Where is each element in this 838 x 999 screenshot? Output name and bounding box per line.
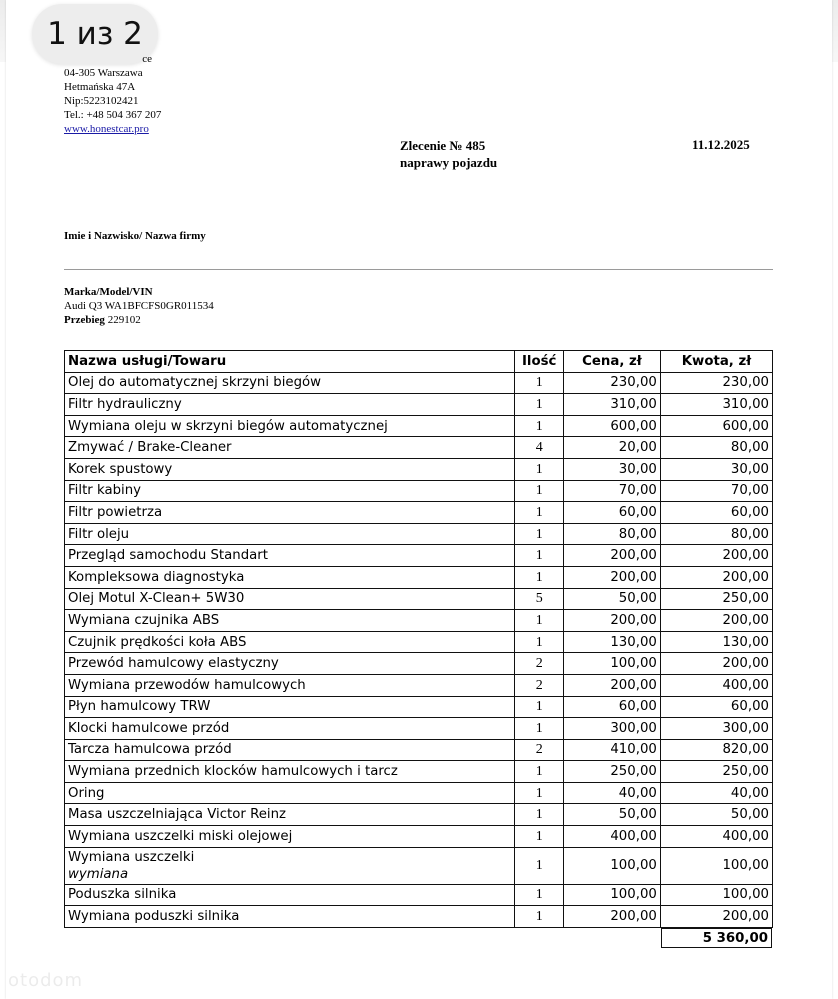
row-total: 200,00 bbox=[660, 545, 772, 567]
watermark: otodom bbox=[8, 970, 84, 991]
row-name bbox=[65, 394, 515, 416]
row-total: 100,00 bbox=[660, 847, 772, 884]
row-qty: 1 bbox=[515, 884, 563, 906]
row-name-text: Przegląd samochodu Standart bbox=[68, 548, 268, 564]
row-name bbox=[65, 545, 515, 567]
row-name bbox=[65, 696, 515, 718]
row-price: 20,00 bbox=[563, 437, 660, 459]
row-name bbox=[65, 437, 515, 459]
row-name bbox=[65, 415, 515, 437]
order-subtitle: naprawy pojazdu bbox=[400, 155, 498, 170]
row-price: 310,00 bbox=[563, 394, 660, 416]
row-name-text: Wymiana przednich klocków hamulcowych i tarcz bbox=[68, 764, 398, 780]
company-phone: Tel.: +48 504 367 207 bbox=[64, 109, 162, 121]
row-name-text: Klocki hamulcowe przód bbox=[68, 720, 230, 736]
row-qty: 1 bbox=[515, 610, 563, 632]
row-price: 410,00 bbox=[563, 739, 660, 761]
row-qty: 1 bbox=[515, 394, 563, 416]
row-total: 200,00 bbox=[660, 653, 772, 675]
row-name bbox=[65, 804, 515, 826]
row-name-text: Filtr powietrza bbox=[68, 504, 163, 520]
row-total: 80,00 bbox=[660, 437, 772, 459]
row-name bbox=[65, 826, 515, 848]
row-name-subtext: wymiana bbox=[68, 866, 129, 882]
table-row bbox=[65, 674, 773, 696]
row-price: 30,00 bbox=[563, 458, 660, 480]
row-name bbox=[65, 884, 515, 906]
row-name bbox=[65, 631, 515, 653]
row-qty: 1 bbox=[515, 631, 563, 653]
row-price: 200,00 bbox=[563, 674, 660, 696]
row-total: 250,00 bbox=[660, 761, 772, 783]
row-total: 130,00 bbox=[660, 631, 772, 653]
table-row bbox=[65, 610, 773, 632]
row-name bbox=[65, 906, 515, 928]
row-qty: 1 bbox=[515, 480, 563, 502]
row-qty: 1 bbox=[515, 372, 563, 394]
row-qty: 1 bbox=[515, 458, 563, 480]
row-price: 100,00 bbox=[563, 884, 660, 906]
row-price: 230,00 bbox=[563, 372, 660, 394]
row-total: 40,00 bbox=[660, 782, 772, 804]
row-name-text: Korek spustowy bbox=[68, 461, 173, 477]
company-partial-line: ce bbox=[142, 53, 152, 65]
row-price: 70,00 bbox=[563, 480, 660, 502]
divider bbox=[64, 269, 773, 270]
row-total: 230,00 bbox=[660, 372, 772, 394]
row-price: 80,00 bbox=[563, 523, 660, 545]
row-price: 600,00 bbox=[563, 415, 660, 437]
table-row bbox=[65, 480, 773, 502]
row-price: 200,00 bbox=[563, 566, 660, 588]
row-total: 310,00 bbox=[660, 394, 772, 416]
row-name-text: Filtr hydrauliczny bbox=[68, 396, 182, 412]
header-name: Nazwa usługi/Towaru bbox=[65, 351, 515, 373]
table-row bbox=[65, 739, 773, 761]
row-qty: 1 bbox=[515, 696, 563, 718]
row-name-text: Wymiana uszczelki miski olejowej bbox=[68, 828, 293, 844]
order-number: Zlecenie № 485 bbox=[400, 138, 486, 153]
table-row bbox=[65, 653, 773, 675]
row-price: 60,00 bbox=[563, 696, 660, 718]
row-name bbox=[65, 718, 515, 740]
row-price: 100,00 bbox=[563, 653, 660, 675]
company-address-line1: 04-305 Warszawa bbox=[64, 67, 143, 79]
row-price: 130,00 bbox=[563, 631, 660, 653]
row-price: 200,00 bbox=[563, 906, 660, 928]
row-total: 200,00 bbox=[660, 610, 772, 632]
row-total: 600,00 bbox=[660, 415, 772, 437]
row-name-text: Filtr oleju bbox=[68, 526, 130, 542]
company-website-link[interactable]: www.honestcar.pro bbox=[64, 123, 149, 135]
row-name-text: Kompleksowa diagnostyka bbox=[68, 569, 245, 585]
table-row bbox=[65, 826, 773, 848]
row-qty: 1 bbox=[515, 804, 563, 826]
row-price: 250,00 bbox=[563, 761, 660, 783]
row-price: 50,00 bbox=[563, 588, 660, 610]
row-price: 400,00 bbox=[563, 826, 660, 848]
row-name-text: Przewód hamulcowy elastyczny bbox=[68, 656, 279, 672]
company-info bbox=[64, 52, 161, 136]
row-price: 200,00 bbox=[563, 610, 660, 632]
row-name bbox=[65, 502, 515, 524]
table-row bbox=[65, 437, 773, 459]
table-row bbox=[65, 718, 773, 740]
row-price: 40,00 bbox=[563, 782, 660, 804]
row-name-text: Poduszka silnika bbox=[68, 887, 177, 903]
vehicle-label: Marka/Model/VIN bbox=[64, 286, 153, 298]
items-table bbox=[64, 350, 773, 928]
mileage-value: 229102 bbox=[107, 314, 141, 326]
table-row bbox=[65, 588, 773, 610]
table-row bbox=[65, 847, 773, 884]
row-total: 30,00 bbox=[660, 458, 772, 480]
row-name bbox=[65, 480, 515, 502]
row-price: 60,00 bbox=[563, 502, 660, 524]
row-qty: 1 bbox=[515, 718, 563, 740]
row-name-text: Wymiana oleju w skrzyni biegów automatycznej bbox=[68, 418, 388, 434]
row-total: 400,00 bbox=[660, 826, 772, 848]
row-qty: 1 bbox=[515, 761, 563, 783]
row-name bbox=[65, 458, 515, 480]
header-qty: Ilość bbox=[515, 351, 563, 373]
row-total: 200,00 bbox=[660, 566, 772, 588]
row-qty: 2 bbox=[515, 739, 563, 761]
row-name bbox=[65, 739, 515, 761]
client-label: Imie i Nazwisko/ Nazwa firmy bbox=[64, 230, 206, 242]
row-name-text: Wymiana czujnika ABS bbox=[68, 612, 220, 628]
row-total: 400,00 bbox=[660, 674, 772, 696]
row-price: 200,00 bbox=[563, 545, 660, 567]
vehicle-model-vin: Audi Q3 WA1BFCFS0GR011534 bbox=[64, 300, 214, 312]
table-row bbox=[65, 631, 773, 653]
vehicle-info bbox=[64, 285, 214, 327]
row-qty: 1 bbox=[515, 906, 563, 928]
row-total: 820,00 bbox=[660, 739, 772, 761]
row-name bbox=[65, 782, 515, 804]
row-price: 50,00 bbox=[563, 804, 660, 826]
row-total: 60,00 bbox=[660, 696, 772, 718]
row-name-text: Oring bbox=[68, 785, 105, 801]
mileage-label: Przebieg bbox=[64, 314, 105, 326]
row-total: 60,00 bbox=[660, 502, 772, 524]
row-qty: 1 bbox=[515, 782, 563, 804]
table-header-row bbox=[65, 351, 773, 373]
header-total: Kwota, zł bbox=[660, 351, 772, 373]
row-qty: 2 bbox=[515, 674, 563, 696]
row-name bbox=[65, 610, 515, 632]
table-row bbox=[65, 804, 773, 826]
row-qty: 1 bbox=[515, 415, 563, 437]
grand-total: 5 360,00 bbox=[661, 928, 772, 948]
table-row bbox=[65, 545, 773, 567]
order-header bbox=[400, 137, 497, 171]
table-row bbox=[65, 372, 773, 394]
row-price: 100,00 bbox=[563, 847, 660, 884]
row-qty: 1 bbox=[515, 502, 563, 524]
row-name-text: Filtr kabiny bbox=[68, 483, 142, 499]
table-row bbox=[65, 523, 773, 545]
table-row bbox=[65, 696, 773, 718]
row-name-text: Wymiana uszczelki bbox=[68, 849, 195, 865]
row-name-text: Masa uszczelniająca Victor Reinz bbox=[68, 807, 286, 823]
row-name-text: Olej do automatycznej skrzyni biegów bbox=[68, 375, 322, 391]
company-nip: Nip:5223102421 bbox=[64, 95, 139, 107]
table-row bbox=[65, 884, 773, 906]
row-name bbox=[65, 653, 515, 675]
table-row bbox=[65, 502, 773, 524]
row-price: 300,00 bbox=[563, 718, 660, 740]
row-name bbox=[65, 761, 515, 783]
row-name bbox=[65, 674, 515, 696]
table-row bbox=[65, 458, 773, 480]
row-name bbox=[65, 523, 515, 545]
row-qty: 2 bbox=[515, 653, 563, 675]
table-row bbox=[65, 782, 773, 804]
row-qty: 1 bbox=[515, 523, 563, 545]
row-total: 50,00 bbox=[660, 804, 772, 826]
table-row bbox=[65, 906, 773, 928]
page-indicator[interactable]: 1 из 2 bbox=[32, 4, 158, 64]
order-date: 11.12.2025 bbox=[692, 137, 750, 152]
row-qty: 4 bbox=[515, 437, 563, 459]
row-name bbox=[65, 372, 515, 394]
header-price: Cena, zł bbox=[563, 351, 660, 373]
table-row bbox=[65, 394, 773, 416]
row-total: 300,00 bbox=[660, 718, 772, 740]
row-name bbox=[65, 588, 515, 610]
row-name-text: Zmywać / Brake-Cleaner bbox=[68, 440, 232, 456]
row-qty: 1 bbox=[515, 545, 563, 567]
row-qty: 1 bbox=[515, 847, 563, 884]
row-name-text: Wymiana poduszki silnika bbox=[68, 909, 240, 925]
row-total: 100,00 bbox=[660, 884, 772, 906]
table-row bbox=[65, 415, 773, 437]
company-address-line2: Hetmańska 47A bbox=[64, 81, 136, 93]
row-total: 80,00 bbox=[660, 523, 772, 545]
row-name bbox=[65, 566, 515, 588]
row-total: 250,00 bbox=[660, 588, 772, 610]
row-name-text: Tarcza hamulcowa przód bbox=[68, 742, 232, 758]
row-qty: 1 bbox=[515, 566, 563, 588]
row-name-text: Olej Motul X-Clean+ 5W30 bbox=[68, 591, 245, 607]
row-total: 70,00 bbox=[660, 480, 772, 502]
row-total: 200,00 bbox=[660, 906, 772, 928]
row-name-text: Wymiana przewodów hamulcowych bbox=[68, 677, 306, 693]
row-name-text: Czujnik prędkości koła ABS bbox=[68, 634, 247, 650]
row-qty: 1 bbox=[515, 826, 563, 848]
row-name-text: Płyn hamulcowy TRW bbox=[68, 699, 211, 715]
row-qty: 5 bbox=[515, 588, 563, 610]
row-name bbox=[65, 847, 515, 884]
table-row bbox=[65, 761, 773, 783]
table-row bbox=[65, 566, 773, 588]
